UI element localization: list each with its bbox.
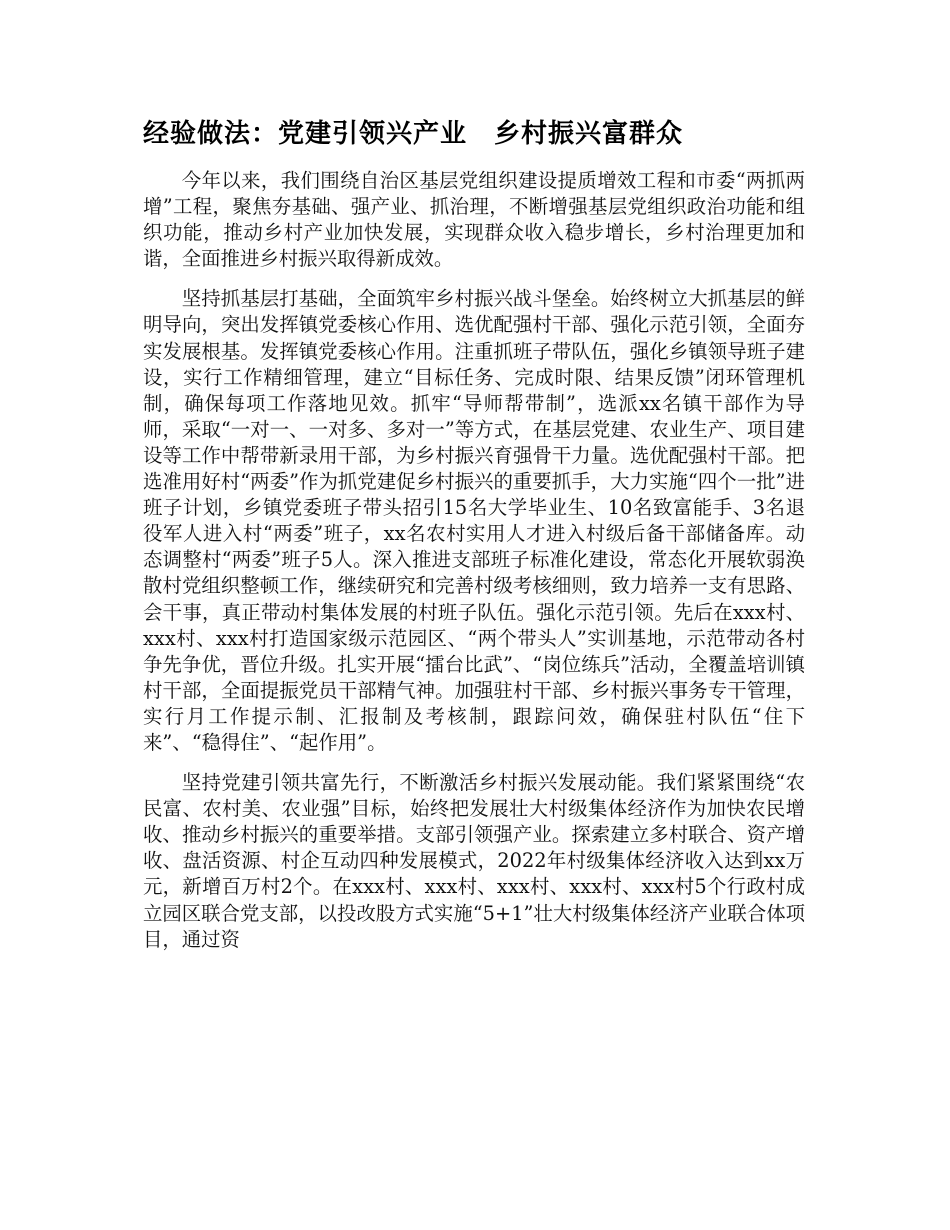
paragraph-grassroots: 坚持抓基层打基础，全面筑牢乡村振兴战斗堡垒。始终树立大抓基层的鲜明导向，突出发挥镇党委核心作用、选优配强村干部、强化示范引领，全面夯实发展根基。发挥镇党委核心作用。注重抓班子带队伍，强化乡镇领导班子建设，实行工作精细管理，建立“目标任务、完成时限、结果反馈”闭环管理机制，确保每项工作落地见效。抓牢“导师帮带制”，选派xx名镇干部作为导师，采取“一对一、一对多、多对一”等方式，在基层党建、农业生产、项目建设等工作中帮带新录用干部，为乡村振兴育强骨干力量。选优配强村干部。把选准用好村“两委”作为抓党建促乡村振兴的重要抓手，大力实施“四个一批”进班子计划，乡镇党委班子带头招引15名大学毕业生、10名致富能手、3名退役军人进入村“两委”班子，xx名农村实用人才进入村级后备干部储备库。动态调整村“两委”班子5人。深入推进支部班子标准化建设，常态化开展软弱涣散村党组织整顿工作，继续研究和完善村级考核细则，致力培养一支有思路、会干事，真正带动村集体发展的村班子队伍。强化示范引领。先后在xxx村、xxx村、xxx村打造国家级示范园区、“两个带头人”实训基地，示范带动各村争先争优，晋位升级。扎实开展“擂台比武”、“岗位练兵”活动，全覆盖培训镇村干部，全面提振党员干部精气神。加强驻村干部、乡村振兴事务专干管理，实行月工作提示制、汇报制及考核制，跟踪问效，确保驻村队伍“住下来”、“稳得住”、“起作用”。	[143, 287, 805, 754]
paragraph-intro: 今年以来，我们围绕自治区基层党组织建设提质增效工程和市委“两抓两增”工程，聚焦夯基础、强产业、抓治理，不断增强基层党组织政治功能和组织功能，推动乡村产业加快发展，实现群众收入稳步增长，乡村治理更加和谐，全面推进乡村振兴取得新成效。	[143, 169, 805, 271]
paragraph-common-prosperity: 坚持党建引领共富先行，不断激活乡村振兴发展动能。我们紧紧围绕“农民富、农村美、农业强”目标，始终把发展壮大村级集体经济作为加快农民增收、推动乡村振兴的重要举措。支部引领强产业。探索建立多村联合、资产增收、盘活资源、村企互动四种发展模式，2022年村级集体经济收入达到xx万元，新增百万村2个。在xxx村、xxx村、xxx村、xxx村、xxx村5个行政村成立园区联合党支部，以投改股方式实施“5+1”壮大村级集体经济产业联合体项目，通过资	[143, 771, 805, 951]
document-body	[143, 112, 805, 967]
document-title: 经验做法：党建引领兴产业 乡村振兴富群众	[143, 119, 684, 149]
